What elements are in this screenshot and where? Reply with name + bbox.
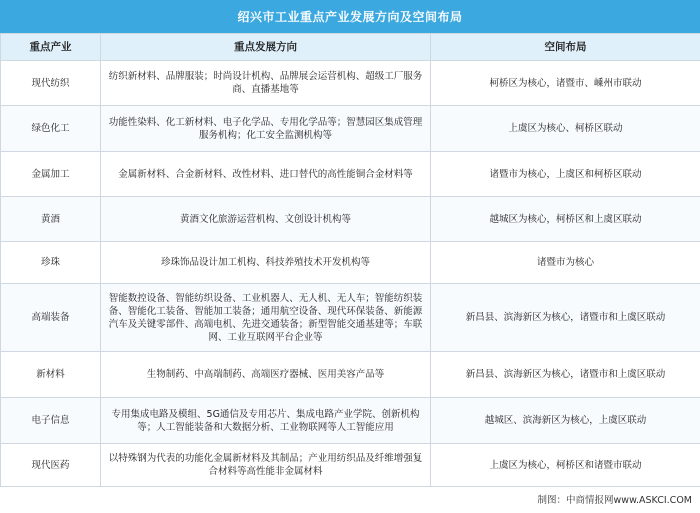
industry-cell: 绿色化工 [1,106,101,152]
industry-cell: 珍珠 [1,242,101,284]
header-row [1,34,700,61]
industry-cell: 电子信息 [1,398,101,444]
table-row [1,398,700,444]
table-row [1,197,700,242]
layout-cell: 新昌县、滨海新区为核心，诸暨市和上虞区联动 [431,352,700,398]
direction-cell: 金属新材料、合金新材料、改性材料、进口替代的高性能铜合金材料等 [101,152,431,197]
layout-cell: 诸暨市为核心，上虞区和柯桥区联动 [431,152,700,197]
industry-cell: 黄酒 [1,197,101,242]
table-row [1,106,700,152]
header-direction: 重点发展方向 [101,34,431,61]
layout-cell: 新昌县、滨海新区为核心，诸暨市和上虞区联动 [431,284,700,352]
industry-cell: 新材料 [1,352,101,398]
direction-cell: 专用集成电路及模组、5G通信及专用芯片、集成电路产业学院、创新机构等；人工智能装备和大数据分析、工业物联网等人工智能应用 [101,398,431,444]
industry-table [0,33,700,487]
direction-cell: 珍珠饰品设计加工机构、科技养殖技术开发机构等 [101,242,431,284]
direction-cell: 功能性染料、化工新材料、电子化学品、专用化学品等；智慧园区集成管理服务机构；化工安全监测机构等 [101,106,431,152]
industry-cell: 现代纺织 [1,61,101,106]
direction-cell: 以特殊钢为代表的功能化金属新材料及其制品；产业用纺织品及纤维增强复合材料等高性能非金属材料 [101,444,431,487]
direction-cell: 智能数控设备、智能纺织设备、工业机器人、无人机、无人车；智能纺织装备、智能化工装备、智能加工装备；通用航空设备、现代环保装备、新能源汽车及关键零部件、高端电机、先进交通装备；新型智能交通基建等；车联网、工业互联网平台企业等 [101,284,431,352]
table-row [1,152,700,197]
layout-cell: 上虞区为核心，柯桥区和诸暨市联动 [431,444,700,487]
table-row [1,284,700,352]
table-row [1,242,700,284]
direction-cell: 黄酒文化旅游运营机构、文创设计机构等 [101,197,431,242]
direction-cell: 纺织新材料、品牌服装；时尚设计机构、品牌展会运营机构、超级工厂服务商、直播基地等 [101,61,431,106]
table-title: 绍兴市工业重点产业发展方向及空间布局 [0,0,700,33]
layout-cell: 越城区、滨海新区为核心，上虞区联动 [431,398,700,444]
industry-cell: 金属加工 [1,152,101,197]
direction-cell: 生物制药、中高端制药、高端医疗器械、医用美容产品等 [101,352,431,398]
layout-cell: 越城区为核心，柯桥区和上虞区联动 [431,197,700,242]
table-row [1,444,700,487]
table-row [1,352,700,398]
header-layout: 空间布局 [431,34,700,61]
layout-cell: 柯桥区为核心，诸暨市、嵊州市联动 [431,61,700,106]
industry-cell: 高端装备 [1,284,101,352]
table-row [1,61,700,106]
source-note: 制图：中商情报网www.ASKCI.COM [537,495,692,506]
header-industry: 重点产业 [1,34,101,61]
layout-cell: 上虞区为核心、柯桥区联动 [431,106,700,152]
layout-cell: 诸暨市为核心 [431,242,700,284]
industry-cell: 现代医药 [1,444,101,487]
